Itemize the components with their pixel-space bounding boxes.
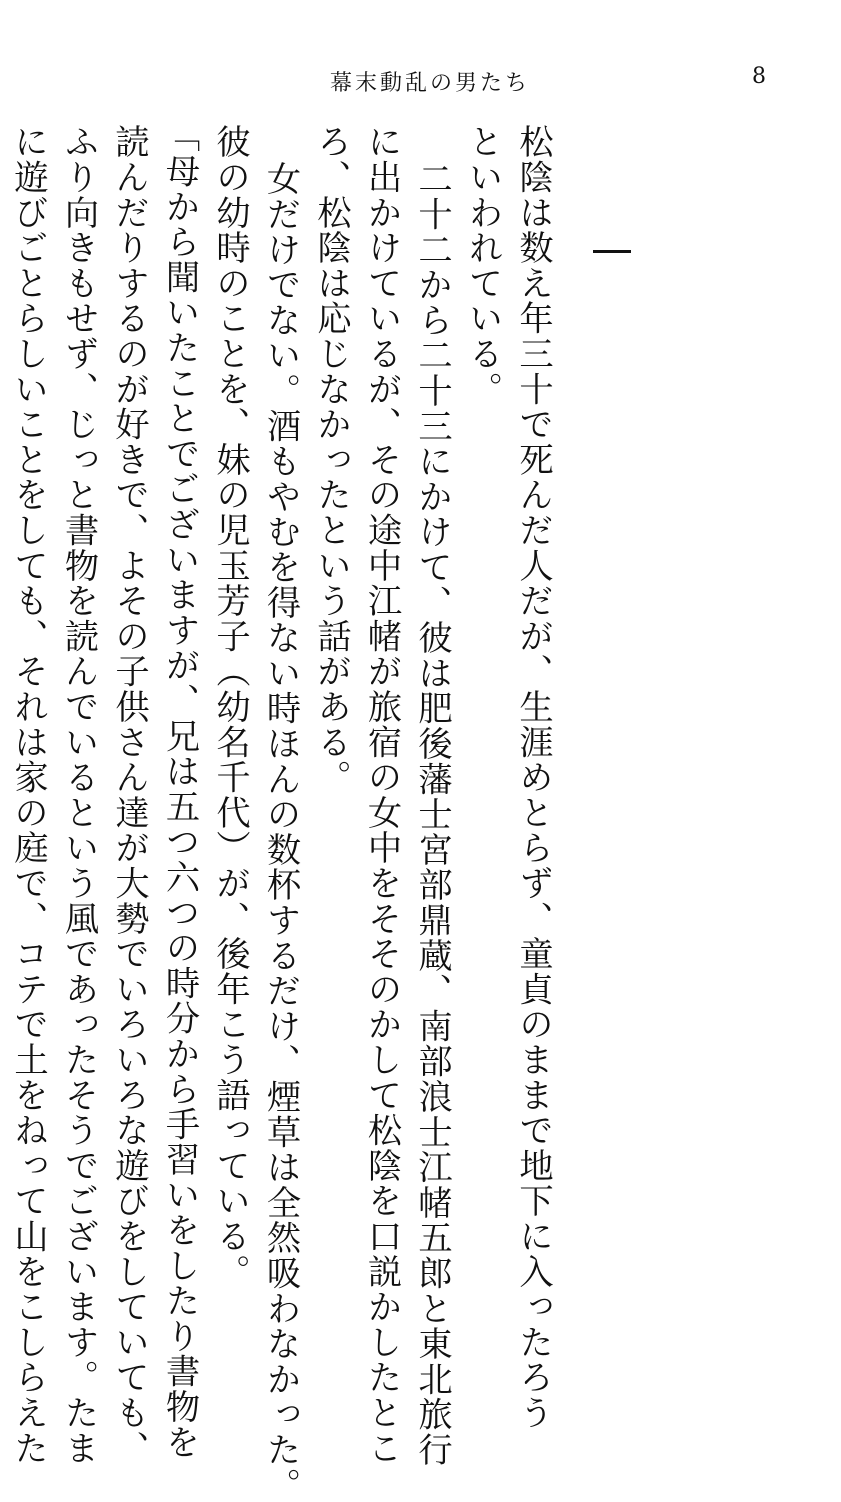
page-number: 8	[752, 64, 766, 89]
body-line: 「母から聞いたことでございますが、兄は五つ六つの時分から手習いをしたり書物を	[159, 118, 200, 1460]
running-title: 幕末動乱の男たち	[330, 71, 531, 96]
body-line: 松陰は数え年三十で死んだ人だが、生涯めとらず、童貞のままで地下に入ったろう	[513, 124, 553, 1431]
chapter-number-mark	[593, 250, 631, 253]
page-header	[0, 62, 841, 98]
body-line: ろ、松陰は応じなかったという話がある。	[311, 124, 351, 795]
body-line: ふり向きもせず、じっと書物を読んでいるという風であったそうでございます。たま	[58, 124, 99, 1466]
body-line: 彼の幼時のことを、妹の児玉芳子（幼名千代）が、後年こう語っている。	[210, 124, 250, 1289]
body-line: 女だけでない。酒もやむを得ない時ほんの数杯するだけ、煙草は全然吸わなかった。	[260, 161, 301, 1502]
body-line: に遊びごとらしいことをしても、それは家の庭で、コテで土をねって山をこしらえた	[8, 124, 48, 1466]
body-line: 二十二から二十三にかけて、彼は肥後藩士宮部鼎蔵、南部浪士江帾五郎と東北旅行	[412, 161, 452, 1468]
vertical-body-text	[3, 118, 559, 1502]
body-line: 読んだりするのが好きで、よその子供さん達が大勢でいろいろな遊びをしていても、	[109, 124, 149, 1466]
body-line: といわれている。	[462, 124, 503, 407]
body-line: に出かけているが、その途中江帾が旅宿の女中をそそのかして松陰を口説かしたとこ	[361, 124, 402, 1466]
